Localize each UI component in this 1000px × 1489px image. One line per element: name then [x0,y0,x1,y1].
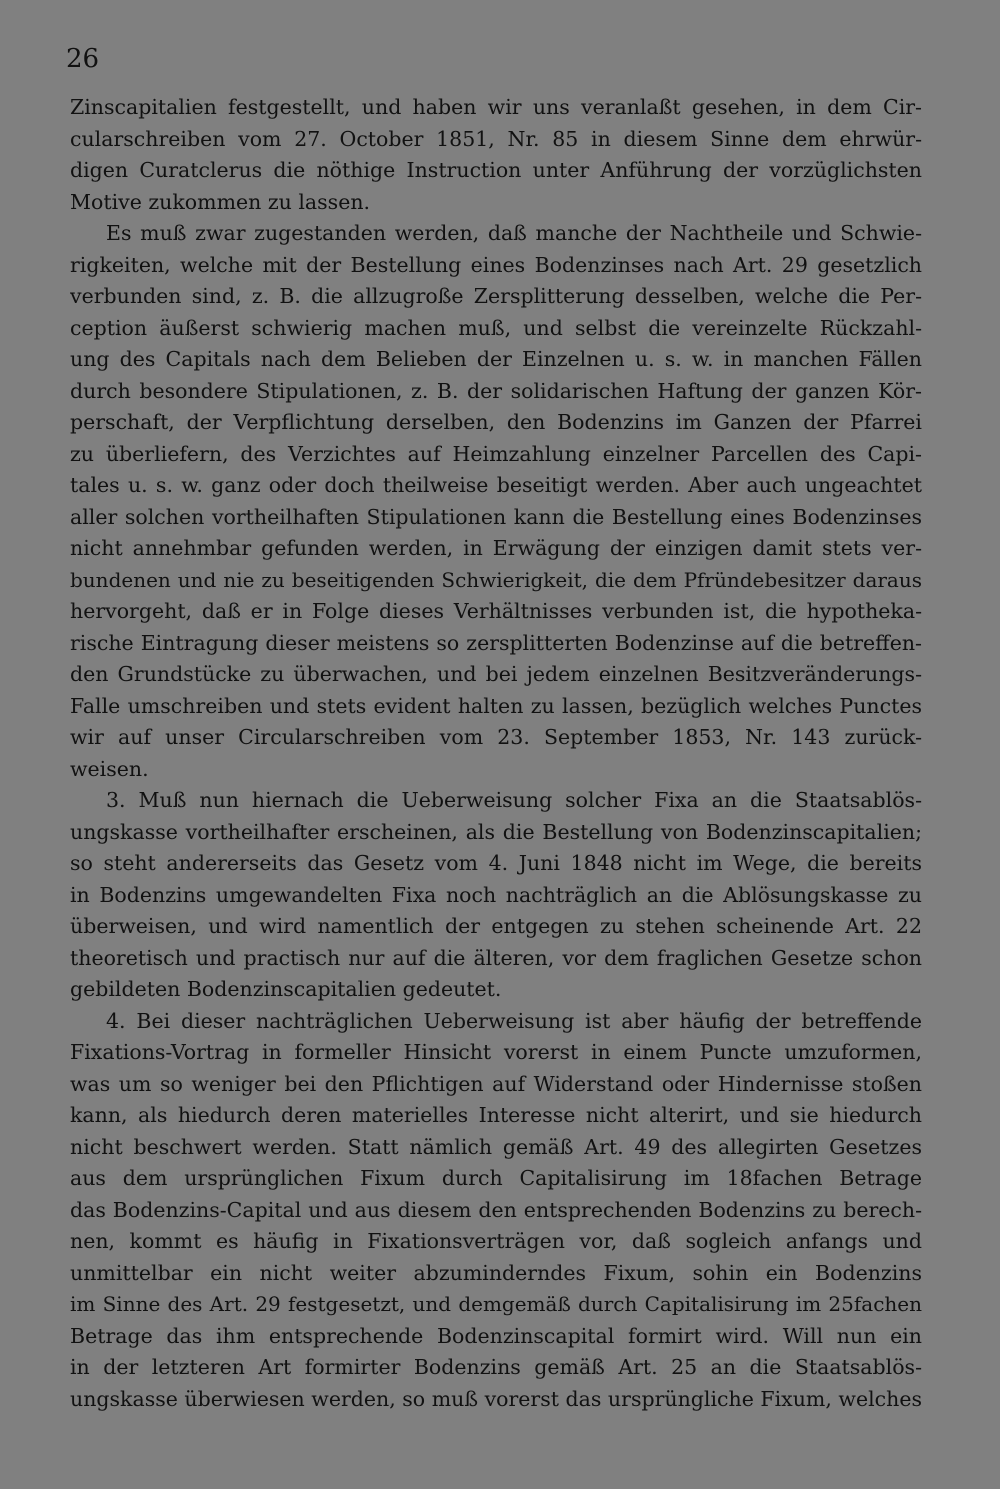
text-line: Es muß zwar zugestanden werden, daß manche der Nachtheile und Schwie- [106,221,922,245]
text-line: verbunden sind, z. B. die allzugroße Zersplitterung desselben, welche die Per- [70,284,922,308]
text-line: ung des Capitals nach dem Belieben der Einzelnen u. s. w. in manchen Fällen [70,347,922,371]
text-line: was um so weniger bei den Pflichtigen auf Widerstand oder Hindernisse stoßen [70,1071,922,1096]
text-line: kann, als hiedurch deren materielles Interesse nicht alterirt, und sie hiedurch [70,1103,922,1127]
text-line: das Bodenzins-Capital und aus diesem den entsprechenden Bodenzins zu berech- [70,1197,922,1222]
text-line: nicht beschwert werden. Statt nämlich gemäß Art. 49 des allegirten Gesetzes [70,1134,922,1159]
text-line: ception äußerst schwierig machen muß, und selbst die vereinzelte Rückzahl- [70,315,922,340]
text-line: gebildeten Bodenzinscapitalien gedeutet. [70,977,502,1001]
text-line: aus dem ursprünglichen Fixum durch Capitalisirung im 18fachen Betrage [70,1166,922,1190]
text-line: Fixations-Vortrag in formeller Hinsicht vorerst in einem Puncte umzuformen, [70,1040,922,1064]
text-line: Zinscapitalien festgestellt, und haben wir uns veranlaßt gesehen, in dem Cir- [70,95,922,119]
page-number: 26 [66,44,100,74]
text-line: tales u. s. w. ganz oder doch theilweise beseitigt werden. Aber auch ungeachtet [70,473,922,497]
text-line: zu überliefern, des Verzichtes auf Heimzahlung einzelner Parcellen des Capi- [70,441,922,466]
text-line: überweisen, und wird namentlich der entgegen zu stehen scheinende Art. 22 [70,914,922,938]
text-line: nicht annehmbar gefunden werden, in Erwägung der einzigen damit stets ver- [70,536,922,560]
text-line: aller solchen vortheilhaften Stipulationen kann die Bestellung eines Bodenzinses [70,504,922,529]
text-line: theoretisch und practisch nur auf die älteren, vor dem fraglichen Gesetze schon [70,945,922,970]
text-line: im Sinne des Art. 29 festgesetzt, und demgemäß durch Capitalisirung im 25fachen [70,1292,922,1316]
text-line: Betrage das ihm entsprechende Bodenzinscapital formirt wird. Will nun ein [70,1323,922,1348]
text-line: Falle umschreiben und stets evident halten zu lassen, bezüglich welches Punctes [70,693,922,718]
text-line: weisen. [70,756,149,781]
text-line: ungskasse überwiesen werden, so muß vorerst das ursprüngliche Fixum, welches [70,1386,922,1411]
text-line: durch besondere Stipulationen, z. B. der solidarischen Haftung der ganzen Kör- [70,378,922,403]
text-line: rische Eintragung dieser meistens so zersplitterten Bodenzinse auf die betreffen- [70,630,922,655]
text-line: digen Curatclerus die nöthige Instruction unter Anführung der vorzüglichsten [70,158,922,182]
text-line: in der letzteren Art formirter Bodenzins gemäß Art. 25 an die Staatsablös- [70,1355,922,1379]
text-line: perschaft, der Verpflichtung derselben, den Bodenzins im Ganzen der Pfarrei [70,410,922,434]
text-line: wir auf unser Circularschreiben vom 23. September 1853, Nr. 143 zurück- [70,725,922,749]
text-line: unmittelbar ein nicht weiter abzuminderndes Fixum, sohin ein Bodenzins [70,1260,922,1285]
text-line: 3. Muß nun hiernach die Ueberweisung solcher Fixa an die Staatsablös- [106,788,922,812]
text-line: Motive zukommen zu lassen. [70,189,371,214]
text-line: den Grundstücke zu überwachen, und bei jedem einzelnen Besitzveränderungs- [70,662,922,686]
text-line: 4. Bei dieser nachträglichen Ueberweisung ist aber häufig der betreffende [106,1008,922,1033]
text-line: nen, kommt es häufig in Fixationsverträgen vor, daß sogleich anfangs und [70,1229,922,1253]
text-line: so steht andererseits das Gesetz vom 4. Juni 1848 nicht im Wege, die bereits [70,851,922,875]
body-text [70,92,922,1415]
text-line: in Bodenzins umgewandelten Fixa noch nachträglich an die Ablösungskasse zu [70,882,922,907]
text-line: rigkeiten, welche mit der Bestellung eines Bodenzinses nach Art. 29 gesetzlich [70,252,922,277]
text-line: ungskasse vortheilhafter erscheinen, als die Bestellung von Bodenzinscapitalien; [70,819,922,844]
text-line: cularschreiben vom 27. October 1851, Nr. 85 in diesem Sinne dem ehrwür- [70,126,922,151]
text-line: bundenen und nie zu beseitigenden Schwierigkeit, die dem Pfründebesitzer daraus [70,567,922,592]
text-line: hervorgeht, daß er in Folge dieses Verhältnisses verbunden ist, die hypotheka- [70,599,922,623]
